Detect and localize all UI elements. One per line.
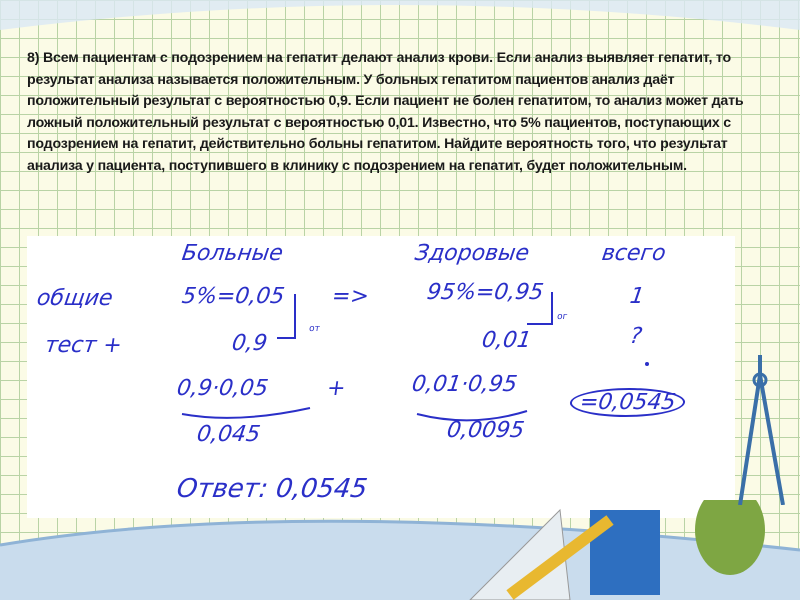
problem-text: 8) Всем пациентам с подозрением на гепатит делают анализ крови. Если анализ выявляет гепатит, то результат анализа называется положительным. У больных гепатитом пациентов анализ даёт положительный результат с вероятностью 0,9. Если пациент не болен гепатитом, то анализ может дать ложный положительный результат с вероятностью 0,01. Известно, что 5% пациентов, поступающих с подозрением на гепатит, действительно больны гепатитом. Найдите вероятность того, что результат анализа у пациента, поступившего в клинику с подозрением на гепатит, будет положительным. — [27, 50, 744, 174]
sick-result: 0,045 — [195, 422, 262, 447]
implies-arrow: => — [330, 284, 371, 309]
healthy-share: 95%=0,95 — [425, 280, 546, 305]
row-test-label: тест + — [43, 333, 124, 358]
total-result: =0,0545 — [568, 388, 687, 417]
sick-positive: 0,9 — [230, 331, 269, 356]
plus-sign: + — [325, 376, 348, 401]
note-ot: от — [308, 324, 321, 334]
handwritten-strokes — [27, 236, 735, 518]
compass-icon — [735, 355, 785, 505]
handwritten-solution-board — [27, 236, 735, 518]
sick-share: 5%=0,05 — [180, 284, 287, 309]
healthy-positive: 0,01 — [480, 328, 533, 353]
header-total: всего — [600, 241, 668, 266]
healthy-result: 0,0095 — [445, 418, 526, 443]
row-all-label: общие — [35, 286, 115, 311]
healthy-product: 0,01·0,95 — [410, 372, 519, 397]
header-healthy: Здоровые — [413, 241, 531, 266]
sick-product: 0,9·0,05 — [175, 376, 270, 401]
header-sick: Больные — [180, 241, 285, 266]
note-og: ог — [556, 312, 568, 322]
total-positive: ? — [628, 324, 644, 349]
footer-decoration — [0, 500, 800, 600]
answer: Ответ: 0,0545 — [174, 474, 370, 504]
total-share: 1 — [628, 284, 646, 309]
